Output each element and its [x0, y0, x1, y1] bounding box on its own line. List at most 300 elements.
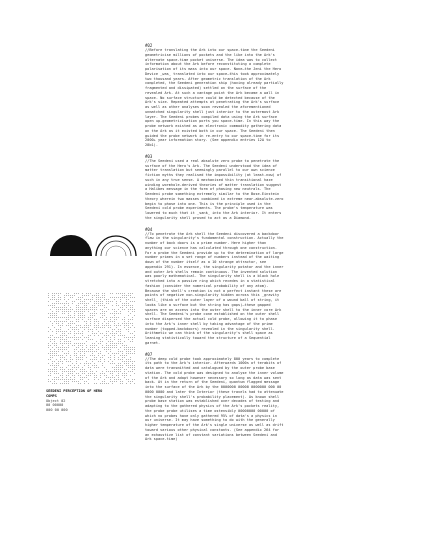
- grid-dot: [100, 309, 101, 310]
- grid-dot: [106, 325, 107, 326]
- grid-dot: [108, 299, 109, 300]
- grid-dot: [82, 295, 83, 296]
- grid-dot: [88, 379, 89, 380]
- grid-dot: [132, 293, 133, 294]
- grid-dot: [108, 327, 109, 328]
- grid-dot: [128, 315, 129, 316]
- grid-dot: [56, 331, 57, 332]
- grid-dot: [106, 307, 107, 308]
- grid-dot: [86, 303, 87, 304]
- grid-dot: [104, 305, 105, 306]
- grid-dot: [102, 355, 103, 356]
- grid-dot: [54, 343, 55, 344]
- grid-dot: [124, 323, 125, 324]
- grid-dot: [56, 317, 57, 318]
- grid-dot: [128, 371, 129, 372]
- grid-dot: [128, 331, 129, 332]
- grid-dot: [122, 353, 123, 354]
- grid-dot: [80, 369, 81, 370]
- grid-dot: [132, 311, 133, 312]
- grid-dot: [70, 321, 71, 322]
- grid-dot: [58, 299, 59, 300]
- grid-dot: [114, 297, 115, 298]
- grid-dot: [126, 303, 127, 304]
- grid-dot: [52, 323, 53, 324]
- grid-dot: [106, 319, 107, 320]
- grid-dot: [134, 367, 135, 368]
- grid-dot: [118, 325, 119, 326]
- grid-dot: [62, 337, 63, 338]
- grid-dot: [48, 353, 49, 354]
- grid-dot: [126, 297, 127, 298]
- grid-dot: [76, 311, 77, 312]
- grid-dot: [52, 363, 53, 364]
- grid-dot: [104, 311, 105, 312]
- grid-dot: [104, 355, 105, 356]
- grid-dot: [92, 299, 93, 300]
- grid-dot: [120, 301, 121, 302]
- grid-dot: [104, 361, 105, 362]
- grid-dot: [86, 307, 87, 308]
- grid-dot: [124, 375, 125, 376]
- grid-dot: [96, 299, 97, 300]
- grid-dot: [58, 329, 59, 330]
- caption-line: Object 02: [46, 398, 66, 403]
- grid-dot: [126, 345, 127, 346]
- grid-dot: [80, 351, 81, 352]
- grid-dot: [86, 337, 87, 338]
- grid-dot: [110, 325, 111, 326]
- grid-dot: [102, 311, 103, 312]
- grid-dot: [90, 293, 91, 294]
- grid-dot: [102, 333, 103, 334]
- section-number: #07: [145, 351, 153, 357]
- grid-dot: [64, 321, 65, 322]
- grid-dot: [66, 347, 67, 348]
- grid-dot: [108, 357, 109, 358]
- grid-dot: [70, 355, 71, 356]
- grid-dot: [118, 357, 119, 358]
- grid-dot: [72, 373, 73, 374]
- grid-dot: [84, 329, 85, 330]
- grid-dot: [94, 357, 95, 358]
- grid-dot: [50, 313, 51, 314]
- grid-dot: [130, 381, 131, 382]
- grid-dot: [86, 377, 87, 378]
- grid-dot: [120, 383, 121, 384]
- grid-dot: [84, 305, 85, 306]
- grid-dot: [92, 317, 93, 318]
- grid-dot: [68, 315, 69, 316]
- grid-dot: [74, 333, 75, 334]
- grid-dot: [124, 369, 125, 370]
- grid-dot: [110, 319, 111, 320]
- grid-dot: [60, 357, 61, 358]
- grid-dot: [130, 297, 131, 298]
- grid-dot: [126, 301, 127, 302]
- grid-dot: [78, 293, 79, 294]
- grid-dot: [130, 293, 131, 294]
- grid-dot: [110, 301, 111, 302]
- grid-dot: [80, 337, 81, 338]
- grid-dot: [74, 315, 75, 316]
- grid-dot: [134, 297, 135, 298]
- grid-dot: [102, 371, 103, 372]
- grid-dot: [120, 363, 121, 364]
- grid-dot: [84, 365, 85, 366]
- grid-dot: [114, 367, 115, 368]
- grid-dot: [66, 307, 67, 308]
- grid-dot: [100, 299, 101, 300]
- grid-dot: [128, 319, 129, 320]
- grid-dot: [126, 373, 127, 374]
- grid-dot: [98, 349, 99, 350]
- grid-dot: [84, 309, 85, 310]
- grid-dot: [54, 373, 55, 374]
- grid-dot: [68, 353, 69, 354]
- grid-dot: [94, 377, 95, 378]
- grid-dot: [84, 303, 85, 304]
- grid-dot: [70, 337, 71, 338]
- grid-dot: [114, 335, 115, 336]
- grid-dot: [78, 305, 79, 306]
- grid-dot: [96, 359, 97, 360]
- grid-dot: [64, 295, 65, 296]
- grid-dot: [70, 311, 71, 312]
- grid-dot: [128, 337, 129, 338]
- grid-dot: [102, 357, 103, 358]
- grid-dot: [92, 371, 93, 372]
- grid-dot: [78, 309, 79, 310]
- grid-dot: [122, 335, 123, 336]
- grid-dot: [66, 367, 67, 368]
- grid-dot: [60, 349, 61, 350]
- grid-dot: [60, 317, 61, 318]
- grid-dot: [86, 347, 87, 348]
- grid-dot: [124, 357, 125, 358]
- grid-dot: [82, 355, 83, 356]
- section-03: [145, 154, 285, 221]
- grid-dot: [82, 313, 83, 314]
- grid-dot: [72, 369, 73, 370]
- grid-dot: [64, 303, 65, 304]
- grid-dot: [74, 295, 75, 296]
- grid-dot: [114, 379, 115, 380]
- grid-dot: [102, 317, 103, 318]
- grid-dot: [98, 353, 99, 354]
- grid-dot: [66, 325, 67, 326]
- grid-dot: [54, 365, 55, 366]
- grid-dot: [112, 341, 113, 342]
- grid-dot: [62, 321, 63, 322]
- grid-dot: [112, 317, 113, 318]
- grid-dot: [102, 303, 103, 304]
- grid-dot: [80, 343, 81, 344]
- grid-dot: [54, 381, 55, 382]
- grid-dot: [96, 301, 97, 302]
- grid-dot: [106, 351, 107, 352]
- grid-dot: [64, 313, 65, 314]
- grid-dot: [88, 339, 89, 340]
- grid-dot: [50, 315, 51, 316]
- grid-dot: [84, 369, 85, 370]
- grid-dot: [104, 319, 105, 320]
- grid-dot: [92, 345, 93, 346]
- grid-dot: [132, 381, 133, 382]
- grid-dot: [86, 327, 87, 328]
- grid-dot: [68, 293, 69, 294]
- grid-dot: [96, 297, 97, 298]
- grid-dot: [106, 331, 107, 332]
- grid-dot: [116, 311, 117, 312]
- grid-dot: [52, 305, 53, 306]
- grid-dot: [118, 305, 119, 306]
- grid-dot: [112, 367, 113, 368]
- grid-dot: [132, 317, 133, 318]
- grid-dot: [58, 303, 59, 304]
- grid-dot: [122, 373, 123, 374]
- grid-dot: [92, 309, 93, 310]
- grid-dot: [132, 349, 133, 350]
- grid-dot: [106, 317, 107, 318]
- grid-dot: [98, 301, 99, 302]
- grid-dot: [126, 323, 127, 324]
- grid-dot: [96, 325, 97, 326]
- grid-dot: [74, 379, 75, 380]
- grid-dot: [112, 371, 113, 372]
- section-paragraph: //To penetrate the Ark shell the Seedeni discovered a backdoor flaw in the singularity's fundamental construction. Actually the number of back doors is a prime number. Here higher than anything our science has calculated through one construction. For a probe the Seedeni provide up to the determination of large number primes in a set range of numbers instead of the waiting down of the number itself as a 10 strange attractor, see appendix 291). In essence, the singularity potator and the inner and outer Ark shells remain continuous. The invented solution was poorly mathematical. The singularity shell is a black hole stretched into a passive ring which recedes in a statistical fashion (consider the numerical probability of any atom). Because the shell's creation is not a perfect instant these are points of negative non-singularity hidden across this _gravity shell_ (think of the outer layer of a wound ball of string, it looks like a surface but the string has gaps)—these gapped spaces are an access into the outer shell to the inner core Ark shell. The Seedeni's probe cone established on the outer shell surface dispersed the actual cold probe, allowing it to phase into the Ark's inner shell by taking advantage of the prime number (topped-backdoors) revealed in the singularity shell. Arithmetic we can think of the singularity's shell space as leaning statistically toward the structure of a Sequential garnet.: [145, 231, 284, 345]
- grid-dot: [132, 363, 133, 364]
- grid-dot: [48, 369, 49, 370]
- grid-dot: [112, 313, 113, 314]
- grid-dot: [134, 383, 135, 384]
- grid-dot: [74, 313, 75, 314]
- grid-dot: [76, 309, 77, 310]
- grid-dot: [60, 321, 61, 322]
- grid-dot: [62, 363, 63, 364]
- grid-dot: [50, 353, 51, 354]
- grid-dot: [114, 339, 115, 340]
- grid-dot: [48, 331, 49, 332]
- grid-dot: [94, 325, 95, 326]
- grid-dot: [54, 383, 55, 384]
- grid-dot: [54, 379, 55, 380]
- grid-dot: [116, 303, 117, 304]
- grid-dot: [58, 307, 59, 308]
- grid-dot: [86, 381, 87, 382]
- grid-dot: [68, 295, 69, 296]
- grid-dot: [114, 329, 115, 330]
- grid-dot: [60, 347, 61, 348]
- grid-dot: [90, 373, 91, 374]
- grid-dot: [90, 349, 91, 350]
- grid-dot: [88, 375, 89, 376]
- grid-dot: [78, 381, 79, 382]
- grid-dot: [72, 363, 73, 364]
- grid-dot: [78, 303, 79, 304]
- grid-dot: [68, 361, 69, 362]
- grid-dot: [74, 345, 75, 346]
- grid-dot: [108, 309, 109, 310]
- grid-dot: [132, 307, 133, 308]
- grid-dot: [112, 309, 113, 310]
- grid-dot: [78, 297, 79, 298]
- grid-dot: [94, 309, 95, 310]
- grid-dot: [108, 325, 109, 326]
- grid-dot: [114, 309, 115, 310]
- grid-dot: [118, 341, 119, 342]
- grid-dot: [50, 341, 51, 342]
- grid-dot: [132, 301, 133, 302]
- grid-dot: [88, 299, 89, 300]
- grid-dot: [114, 347, 115, 348]
- grid-dot: [82, 293, 83, 294]
- grid-dot: [52, 351, 53, 352]
- grid-dot: [94, 351, 95, 352]
- grid-dot: [98, 355, 99, 356]
- figure-caption: [46, 389, 106, 413]
- grid-dot: [108, 323, 109, 324]
- grid-dot: [78, 375, 79, 376]
- grid-dot: [80, 357, 81, 358]
- grid-dot: [132, 361, 133, 362]
- grid-dot: [104, 383, 105, 384]
- grid-dot: [82, 315, 83, 316]
- grid-dot: [86, 345, 87, 346]
- grid-dot: [106, 345, 107, 346]
- grid-dot: [76, 349, 77, 350]
- grid-dot: [100, 327, 101, 328]
- grid-dot: [76, 329, 77, 330]
- section-07: [145, 352, 285, 443]
- grid-dot: [102, 323, 103, 324]
- grid-dot: [100, 313, 101, 314]
- grid-dot: [70, 307, 71, 308]
- grid-dot: [56, 379, 57, 380]
- grid-dot: [58, 311, 59, 312]
- grid-dot: [48, 347, 49, 348]
- grid-dot: [130, 313, 131, 314]
- grid-dot: [94, 345, 95, 346]
- grid-dot: [104, 349, 105, 350]
- grid-dot: [72, 329, 73, 330]
- grid-dot: [80, 297, 81, 298]
- caption-line: 00 00000: [46, 403, 64, 408]
- grid-dot: [48, 293, 49, 294]
- grid-dot: [78, 329, 79, 330]
- grid-dot: [56, 363, 57, 364]
- grid-dot: [120, 293, 121, 294]
- grid-dot: [118, 293, 119, 294]
- grid-dot: [102, 295, 103, 296]
- grid-dot: [116, 313, 117, 314]
- grid-dot: [90, 363, 91, 364]
- grid-dot: [94, 313, 95, 314]
- grid-dot: [104, 381, 105, 382]
- grid-dot: [76, 319, 77, 320]
- grid-dot: [124, 303, 125, 304]
- caption-line: 000 00 000: [46, 408, 68, 413]
- grid-dot: [128, 351, 129, 352]
- grid-dot: [130, 357, 131, 358]
- grid-dot: [86, 309, 87, 310]
- grid-dot: [80, 371, 81, 372]
- grid-dot: [50, 305, 51, 306]
- grid-dot: [104, 373, 105, 374]
- grid-dot: [112, 297, 113, 298]
- grid-dot: [58, 365, 59, 366]
- grid-dot: [68, 323, 69, 324]
- grid-dot: [56, 299, 57, 300]
- grid-dot: [120, 329, 121, 330]
- grid-dot: [94, 305, 95, 306]
- grid-dot: [118, 377, 119, 378]
- grid-dot: [110, 317, 111, 318]
- grid-dot: [88, 373, 89, 374]
- grid-dot: [68, 305, 69, 306]
- grid-dot: [76, 359, 77, 360]
- grid-dot: [58, 323, 59, 324]
- grid-dot: [96, 383, 97, 384]
- grid-dot: [126, 365, 127, 366]
- grid-dot: [62, 309, 63, 310]
- grid-dot: [80, 317, 81, 318]
- grid-dot: [94, 373, 95, 374]
- grid-dot: [62, 307, 63, 308]
- grid-dot: [110, 351, 111, 352]
- grid-dot: [128, 339, 129, 340]
- grid-dot: [72, 381, 73, 382]
- grid-dot: [82, 327, 83, 328]
- grid-dot: [82, 369, 83, 370]
- grid-dot: [74, 339, 75, 340]
- grid-dot: [82, 317, 83, 318]
- grid-dot: [102, 365, 103, 366]
- grid-dot: [114, 321, 115, 322]
- grid-dot: [94, 347, 95, 348]
- grid-dot: [60, 331, 61, 332]
- grid-dot: [114, 371, 115, 372]
- grid-dot: [108, 349, 109, 350]
- grid-dot: [98, 331, 99, 332]
- grid-dot: [60, 355, 61, 356]
- grid-dot: [118, 297, 119, 298]
- grid-dot: [96, 345, 97, 346]
- grid-dot: [128, 363, 129, 364]
- grid-dot: [126, 353, 127, 354]
- grid-dot: [62, 323, 63, 324]
- grid-dot: [124, 345, 125, 346]
- grid-dot: [100, 303, 101, 304]
- grid-dot: [88, 303, 89, 304]
- grid-dot: [124, 319, 125, 320]
- grid-dot: [94, 333, 95, 334]
- grid-dot: [56, 315, 57, 316]
- grid-dot: [74, 343, 75, 344]
- grid-dot: [66, 337, 67, 338]
- grid-dot: [76, 333, 77, 334]
- grid-dot: [92, 339, 93, 340]
- grid-dot: [74, 311, 75, 312]
- grid-dot: [132, 353, 133, 354]
- grid-dot: [94, 375, 95, 376]
- grid-dot: [132, 367, 133, 368]
- grid-dot: [88, 363, 89, 364]
- grid-dot: [56, 345, 57, 346]
- grid-dot: [68, 343, 69, 344]
- grid-dot: [110, 357, 111, 358]
- grid-dot: [100, 305, 101, 306]
